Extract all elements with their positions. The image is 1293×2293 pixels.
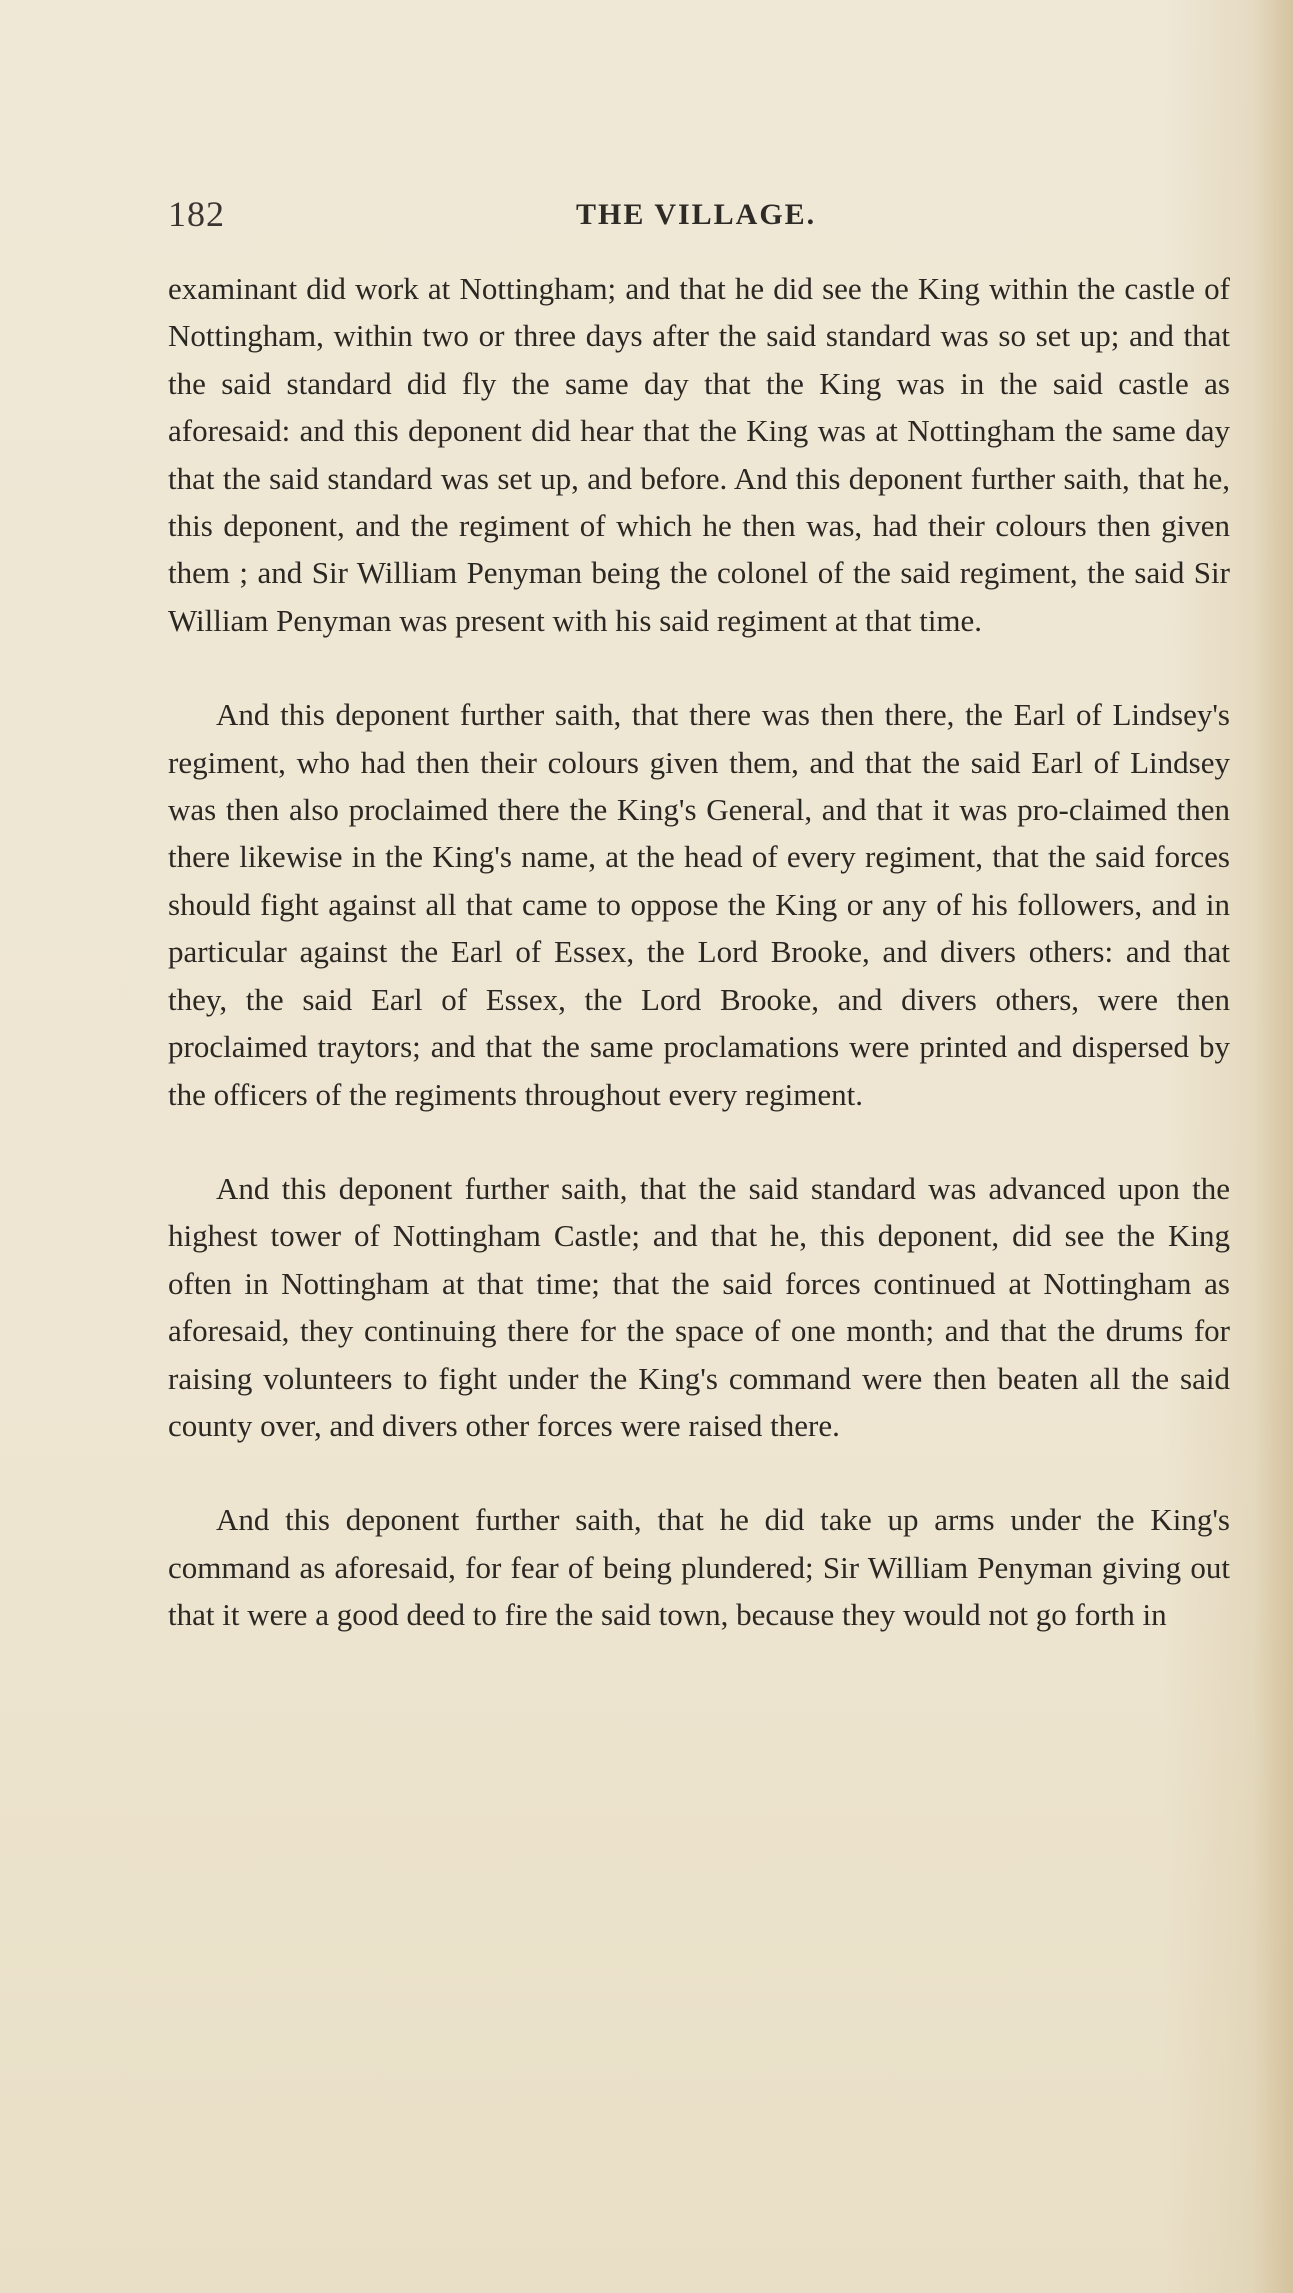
paragraph-2: And this deponent further saith, that there was then there, the Earl of Lindsey's regiment, who had then their colours given them, and that the said Earl of Lindsey was then also proclaimed there the King's General, and that it was pro-claimed then there likewise in the King's name, at the head of every regiment, that the said forces should fight against all that came to oppose the King or any of his followers, and in particular against the Earl of Essex, the Lord Brooke, and divers others: and that they, the said Earl of Essex, the Lord Brooke, and divers others, were then proclaimed traytors; and that the same proclamations were printed and dispersed by the officers of the regiments throughout every regiment. (168, 697, 1230, 1112)
running-head (168, 193, 1230, 243)
paragraph-1: examinant did work at Nottingham; and that he did see the King within the castle of Nottingham, within two or three days after the said standard was so set up; and that the said standard did fly the same day that the King was in the said castle as aforesaid: and this deponent did hear that the King was at Nottingham the same day that the said standard was set up, and before. And this deponent further saith, that he, this deponent, and the regiment of which he then was, had their colours then given them ; and Sir William Penyman being the colonel of the said regiment, the said Sir William Penyman was present with his said regiment at that time. (168, 271, 1230, 638)
page-edge-shadow (1253, 0, 1293, 2293)
body-text (168, 265, 1230, 1639)
running-title: THE VILLAGE. (576, 198, 817, 231)
paragraph-3: And this deponent further saith, that the said standard was advanced upon the highest tower of Nottingham Castle; and that he, this deponent, did see the King often in Nottingham at that time; that the said forces continued at Nottingham as aforesaid, they continuing there for the space of one month; and that the drums for raising volunteers to fight under the King's command were then beaten all the said county over, and divers other forces were raised there. (168, 1170, 1230, 1443)
page-number: 182 (168, 194, 225, 234)
paragraph-4: And this deponent further saith, that he did take up arms under the King's command as aforesaid, for fear of being plundered; Sir William Penyman giving out that it were a good deed to fire the said town, because they would not go forth in (168, 1502, 1230, 1633)
